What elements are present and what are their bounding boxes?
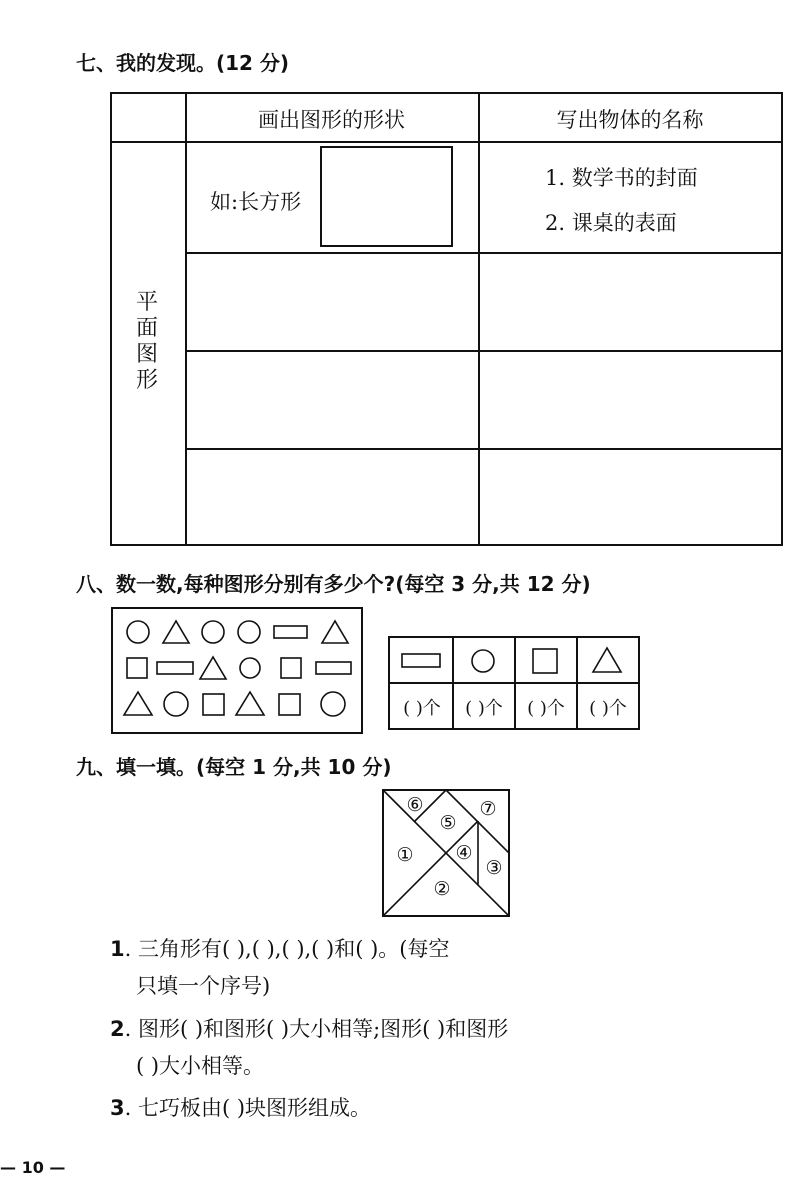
tangram-label-1: ① [396,844,414,866]
grid-rectangle [157,662,193,674]
question-2-line-2: ( )大小相等。 [136,1054,265,1078]
question-2-number: 2 [110,1017,125,1041]
row-label-plane-shapes: 平面图形 [135,290,158,393]
grid-triangle [236,692,264,715]
question-3-number: 3 [110,1096,125,1120]
question-3-text: . 七巧板由( )块图形组成。 [124,1096,372,1120]
grid-circle [321,692,345,716]
answer-square-icon [533,649,557,673]
answer-blank-circle[interactable]: ( )个 [465,698,503,719]
tangram-figure [382,789,510,917]
grid-rectangle [274,626,307,638]
question-1-line-2: 只填一个序号) [136,974,271,998]
grid-circle [164,692,188,716]
grid-circle [127,621,149,643]
shape-grid [111,607,363,734]
grid-square [127,658,147,678]
grid-circle [238,621,260,643]
question-1-text: . 三角形有( ),( ),( ),( )和( )。(每空 [124,937,450,961]
answer-shape-row [390,638,638,682]
discovery-table [110,92,783,546]
grid-triangle [124,692,152,715]
tangram-label-5: ⑤ [439,812,457,834]
answer-circle-icon [472,650,494,672]
section9-title: 九、填一填。(每空 1 分,共 10 分) [76,755,392,779]
answer-triangle-icon [593,648,621,672]
section7-title: 七、我的发现。(12 分) [76,51,290,75]
example-rectangle [320,146,453,247]
tangram-label-3: ③ [485,857,503,879]
answer-blank-rectangle[interactable]: ( )个 [403,698,441,719]
tangram-label-4: ④ [455,842,473,864]
answer-rectangle-icon [402,654,440,667]
question-3-line-1 [110,1092,371,1122]
grid-square [279,694,300,715]
question-2-line-1 [110,1013,508,1043]
grid-circle [240,658,260,678]
example-item-2: 2. 课桌的表面 [545,211,677,235]
page-number: — 10 — [0,1158,66,1177]
question-1-number: 1 [110,937,125,961]
tangram-label-6: ⑥ [406,794,424,816]
grid-rectangle [316,662,351,674]
grid-triangle [163,621,189,643]
grid-triangle [322,621,348,643]
grid-square [203,694,224,715]
answer-blank-triangle[interactable]: ( )个 [589,698,627,719]
answer-blank-square[interactable]: ( )个 [527,698,565,719]
question-1-line-1 [110,933,450,963]
tangram-label-7: ⑦ [479,798,497,820]
question-2-text: . 图形( )和图形( )大小相等;图形( )和图形 [124,1017,509,1041]
tangram-label-2: ② [433,878,451,900]
grid-square [281,658,301,678]
grid-circle [202,621,224,643]
example-label: 如:长方形 [210,190,302,214]
header-object-name: 写出物体的名称 [556,108,704,132]
section8-title: 八、数一数,每种图形分别有多少个?(每空 3 分,共 12 分) [76,572,591,596]
answer-table [388,636,640,730]
header-draw-shape: 画出图形的形状 [258,108,405,132]
example-item-1: 1. 数学书的封面 [545,166,698,190]
grid-triangle [200,657,226,679]
